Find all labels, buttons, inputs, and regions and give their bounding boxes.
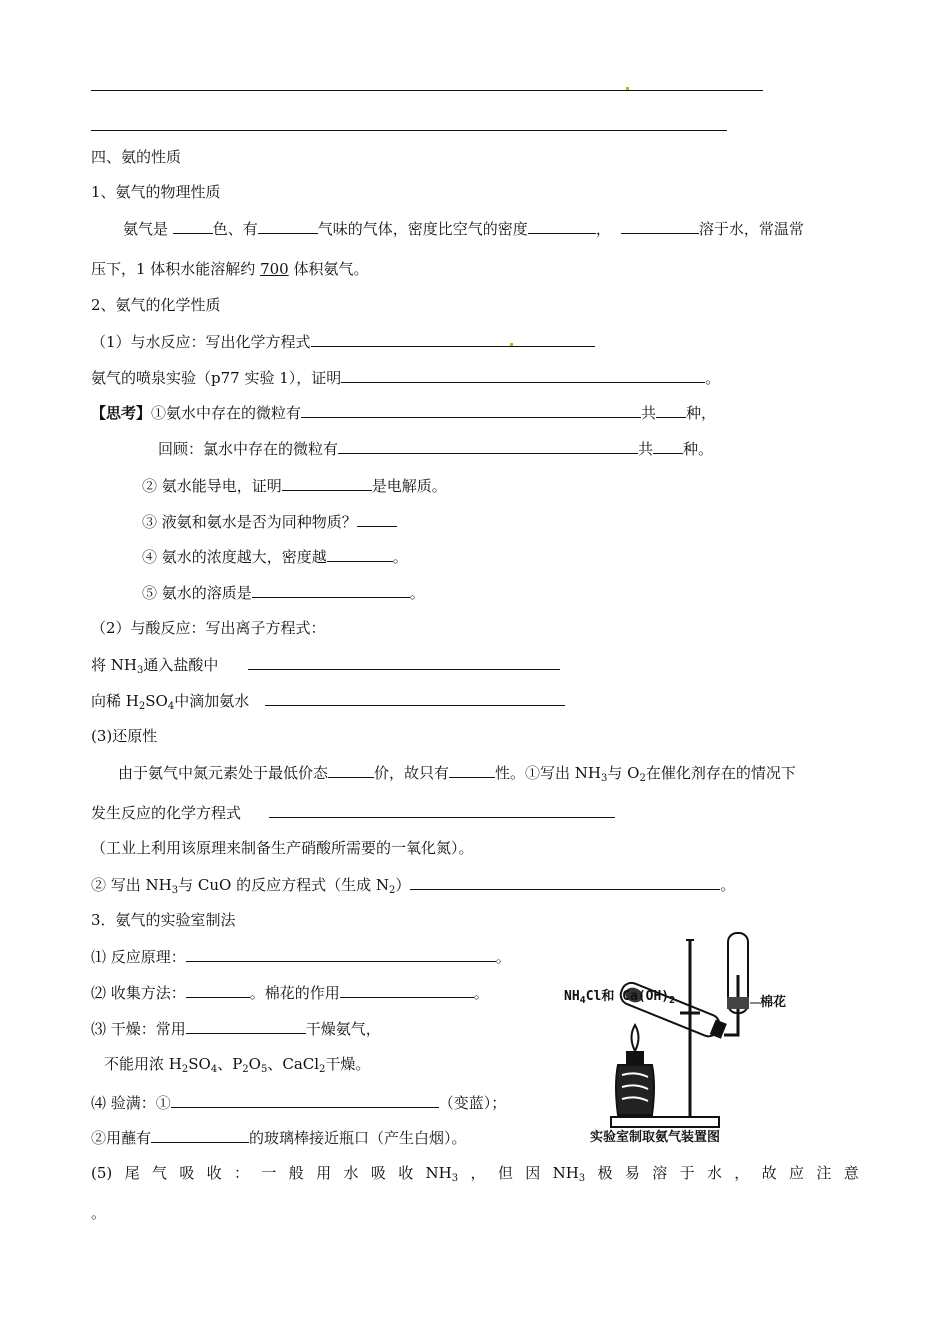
lab-drying-note: 不能用浓 $H_2SO_4$、$P_2O_5$、CaCl$_2$干燥。	[104, 1055, 371, 1075]
reducibility-line2: 发生反应的化学方程式	[91, 802, 615, 823]
answer-line-2	[91, 130, 727, 131]
mark-dot-2	[510, 343, 513, 346]
think-4: ④ 氨水的浓度越大，密度越 。	[142, 548, 408, 566]
figure-label-cotton: 棉花	[760, 995, 787, 1010]
mark-dot	[626, 87, 629, 90]
figure-label-reagent: $NH_4Cl$和 $Ca(OH)_2$	[564, 989, 676, 1006]
think-1: 【思考】①氨水中存在的微粒有 共 种，	[91, 404, 717, 422]
review-chlorine-water: 回顾：氯水中存在的微粒有 共 种。	[158, 440, 714, 458]
lab-principle: ⑴ 反应原理： 。	[91, 948, 511, 966]
lab-full-test-2: ②用蘸有 的玻璃棒接近瓶口（产生白烟）。	[91, 1129, 467, 1147]
think-5: ⑤ 氨水的溶质是 。	[142, 584, 425, 602]
lab-drying: ⑶ 干燥：常用 干燥氨气，	[91, 1020, 381, 1038]
cuo-reaction: ② 写出 $NH_3$与 CuO 的反应方程式（生成 $N_2$） 。	[91, 876, 736, 896]
industry-note: （工业上利用该原理来制备生产硝酸所需要的一氧化氮）。	[91, 839, 474, 857]
lab-full-test-1: ⑷ 验满：① （变蓝）；	[91, 1094, 507, 1112]
lab-tail-gas-end: 。	[91, 1204, 107, 1222]
reaction-water: （1）与水反应：写出化学方程式	[91, 331, 595, 352]
reaction-acid: （2）与酸反应：写出离子方程式：	[91, 619, 326, 637]
fountain-experiment: 氨气的喷泉实验（p77 实验 1），证明 。	[91, 369, 721, 387]
reducibility-line1: 由于氨气中氮元素处于最低价态 价，故只有 性。①写出 $NH_3$与 $O_2$在催化剂存在的情况下	[118, 764, 796, 784]
lab-collection: ⑵ 收集方法： 。棉花的作用 。	[91, 984, 489, 1002]
s1-title: 1、氨气的物理性质	[91, 183, 221, 201]
acid-line-1: 将 $NH_3$通入盐酸中	[91, 654, 560, 675]
reducibility-title: (3)还原性	[91, 727, 158, 745]
section-heading-4: 四、氨的性质	[91, 148, 182, 166]
s1-paragraph-line2: 压下，1 体积水能溶解约 700 体积氨气。	[91, 260, 369, 278]
s1-paragraph-line1: 氨气是 色、有 气味的气体，密度比空气的密度 ， 溶于水，常温常	[123, 220, 804, 238]
think-2: ② 氨水能导电，证明 是电解质。	[142, 477, 447, 495]
s2-title: 2、氨气的化学性质	[91, 296, 221, 314]
s3-title: 3．氨气的实验室制法	[91, 911, 236, 929]
lab-tail-gas: (5) 尾 气 吸 收 ： 一 般 用 水 吸 收 $NH_3$ ， 但 因 $NH_3$ 极 易 溶 于 水 ， 故 应 注 意	[91, 1164, 859, 1184]
answer-line-1	[91, 90, 763, 91]
apparatus-drawing	[556, 925, 796, 1150]
think-3: ③ 液氨和氨水是否为同种物质？	[142, 511, 397, 532]
acid-line-2: 向稀 $H_2SO_4$中滴加氨水	[91, 690, 565, 711]
ammonia-apparatus-figure	[556, 925, 796, 1150]
figure-caption: 实验室制取氨气装置图	[590, 1130, 721, 1145]
